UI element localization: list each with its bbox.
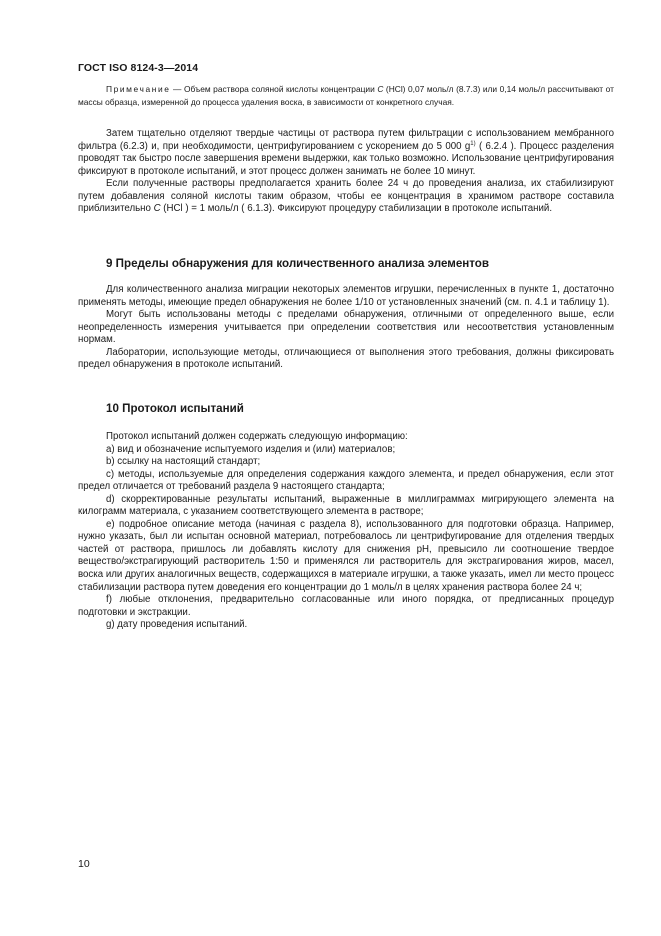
note-label: Примечание bbox=[106, 84, 171, 94]
note-block bbox=[78, 83, 614, 108]
page-number: 10 bbox=[78, 858, 90, 870]
paragraph: Затем тщательно отделяют твердые частицы от раствора путем фильтрации с использованием мембранного фильтра (6.2.3) и, при необходимости, центрифугированием с ускорением до 5 000 $g^{1)}$ ( 6.2.4 ). Процесс разделения проводят так быстро после завершения времени выдержки, как только возможно. Использование центрифугирования фиксируют в протоколе испытаний, и этот процесс должен занимать не более 10 минут. bbox=[78, 128, 614, 177]
paragraph: Лаборатории, использующие методы, отличающиеся от выполнения этого требования, должны фиксировать предел обнаружения в протоколе испытаний. bbox=[78, 346, 614, 371]
list-item: а) вид и обозначение испытуемого изделия и (или) материалов; bbox=[106, 443, 396, 455]
list-item: d) скорректированные результаты испытаний, выраженные в миллиграммах мигрирующего элемента на килограмм материала, с указанием соответствующего элемента в растворе; bbox=[78, 493, 614, 518]
list-item: g) дату проведения испытаний. bbox=[106, 619, 248, 631]
list-item: c) методы, используемые для определения содержания каждого элемента, и предел обнаружения, если этот предел отличается от требований раздела 9 настоящего стандарта; bbox=[78, 468, 614, 493]
paragraph: Если полученные растворы предполагается хранить более 24 ч до проведения анализа, их стабилизируют путем добавления соляной кислоты таким образом, чтобы ее концентрация в хранимом растворе составила приблизительно C (HCl ) = 1 моль/л ( 6.1.3). Фиксируют процедуру стабилизации в протоколе испытаний. bbox=[78, 178, 614, 215]
standard-header: ГОСТ ISO 8124-3—2014 bbox=[78, 62, 199, 74]
section8-tail bbox=[78, 128, 614, 216]
section9-body bbox=[78, 284, 614, 372]
paragraph: Протокол испытаний должен содержать следующую информацию: bbox=[106, 431, 408, 442]
note-paragraph: Примечание — Объем раствора соляной кислоты концентрации C (HCl) 0,07 моль/л (8.7.3) или 0,14 моль/л рассчитывают от массы образца, измеренной до процесса удаления воска, в зависимости от конкретного случая. bbox=[78, 84, 614, 107]
paragraph: Для количественного анализа миграции некоторых элементов игрушки, перечисленных в пункте 1, достаточно применять методы, имеющие предел обнаружения не более 1/10 от установленных значений (см. п. 4.1 и таблицу 1). bbox=[78, 284, 614, 308]
list-item: b) ссылку на настоящий стандарт; bbox=[106, 456, 261, 468]
section10-title: 10 Протокол испытаний bbox=[106, 402, 244, 415]
section9-title: 9 Пределы обнаружения для количественного анализа элементов bbox=[106, 257, 490, 270]
section10-body bbox=[78, 431, 614, 632]
paragraph: Могут быть использованы методы с пределами обнаружения, отличными от определенного выше, если неопределенность измерения учитывается при определении соответствия или несоответствия установленным нормам. bbox=[78, 309, 614, 346]
list-item: f) любые отклонения, предварительно согласованные или иного порядка, от предписанных процедур подготовки и экстракции. bbox=[78, 594, 614, 618]
list-item: e) подробное описание метода (начиная с раздела 8), использованного для подготовки образца. Например, нужно указать, был ли испытан основной материал, потребовалось ли центрифугирование для отделения твердых частей от раствора, пришлось ли добавлять кислоту для снижения pH, превысило ли соотношение твердое вещество/экстрагирующий растворитель 1:50 и применялся ли растворитель для экстрагирования жиров, масел, воска или других аналогичных веществ, содержащихся в материале игрушки, а также указать, имел ли место процесс стабилизации раствора путем доведения его концентрации до 1 моль/л в целях хранения раствора более 24 ч; bbox=[78, 518, 614, 593]
